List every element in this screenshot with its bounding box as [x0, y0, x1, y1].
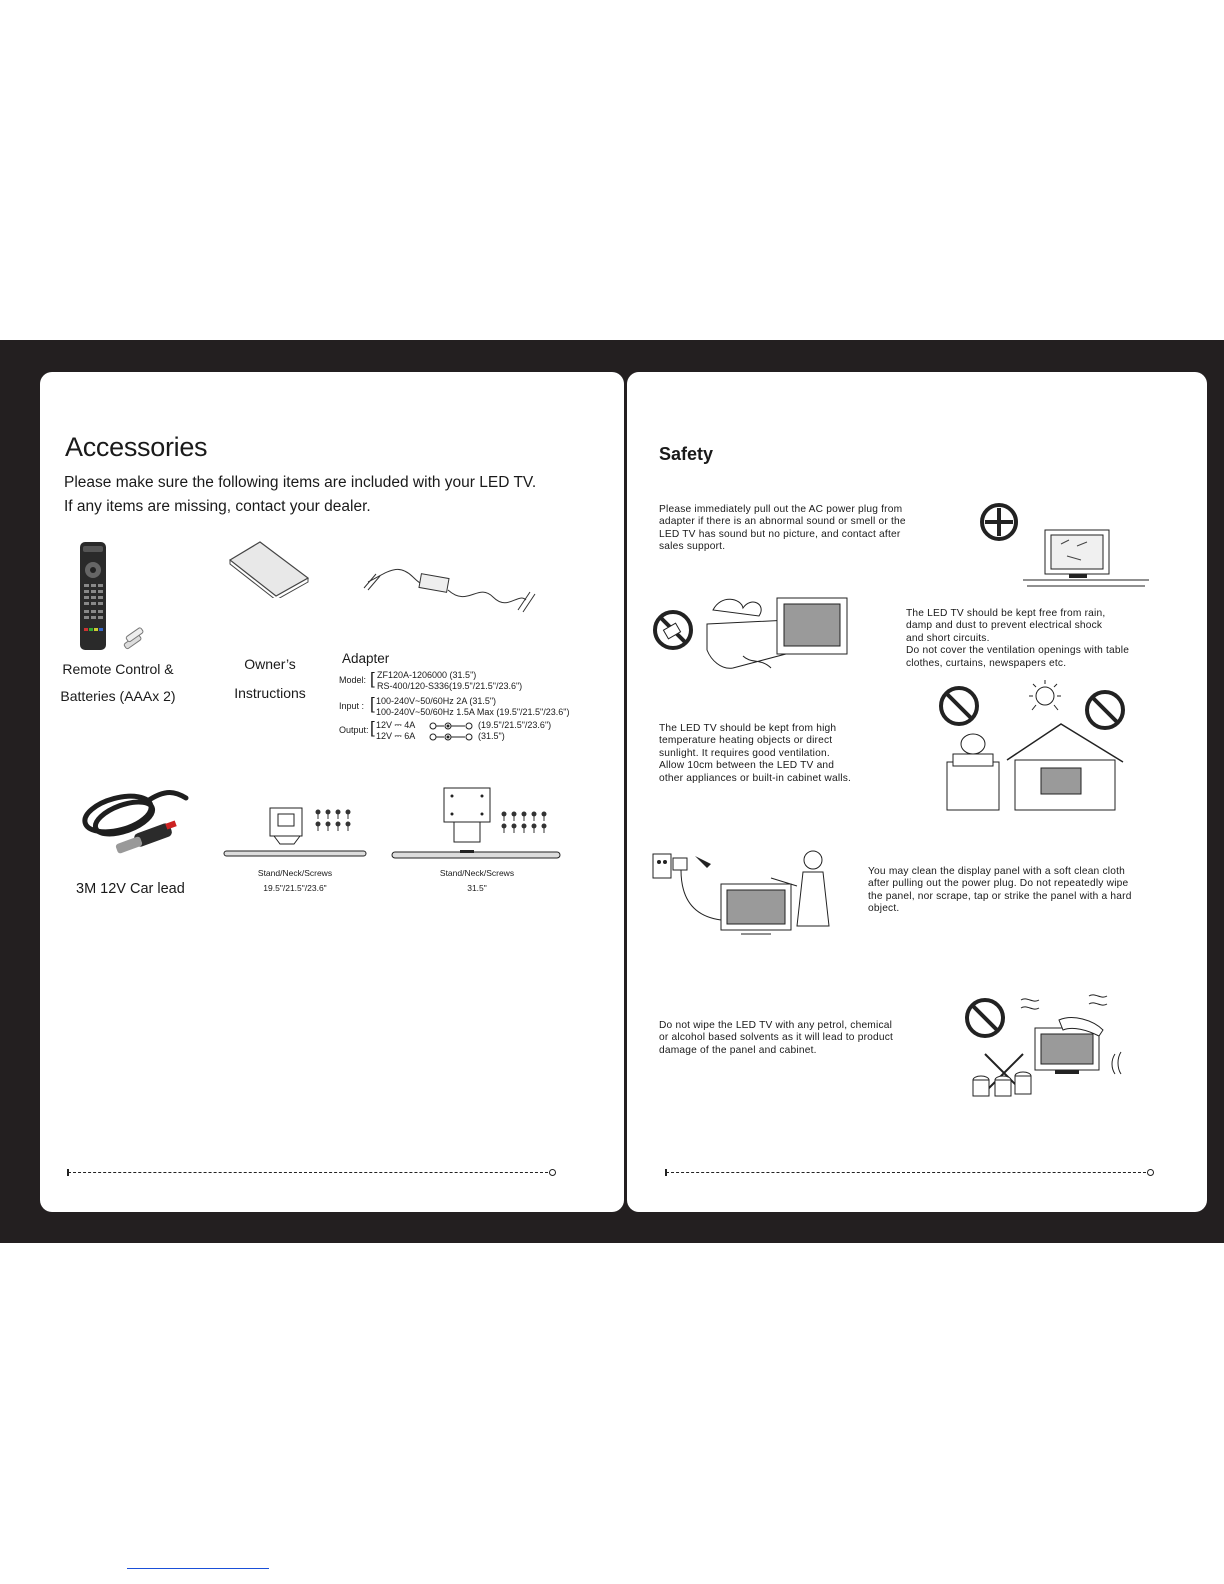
adapter-output-line-2-voltage: 12V ⎓ 6A	[376, 731, 416, 741]
accessories-page	[40, 372, 624, 1212]
owners-label-line-2: Instructions	[234, 685, 306, 701]
adapter-model-label: Model:	[339, 675, 367, 685]
adapter-model-line-1: ZF120A-1206000 (31.5")	[377, 670, 477, 680]
adapter-output-line-1-size: (19.5"/21.5"/23.6")	[478, 720, 552, 730]
remote-label-line-1: Remote Control &	[62, 661, 174, 677]
adapter-input-line-1: 100-240V~50/60Hz 2A (31.5")	[376, 696, 497, 706]
page-title: Accessories	[65, 432, 208, 462]
safety-illustration-3	[937, 680, 1157, 812]
footer-dashed-rule	[666, 1172, 1146, 1173]
adapter-title: Adapter	[342, 651, 390, 666]
safety-text-5: Do not wipe the LED TV with any petrol, chemical or alcohol based solvents as it will lead to product damage of the panel and cabinet.	[659, 1020, 894, 1056]
output-bracket: [	[370, 718, 375, 737]
blue-underline	[127, 1568, 269, 1569]
intro-line-2: If any items are missing, contact your dealer.	[64, 498, 371, 515]
car-lead-image	[76, 778, 196, 866]
stand-large-image	[390, 784, 564, 864]
safety-text-4: You may clean the display panel with a soft clean cloth after pulling out the power plug. Do not repeatedly wipe the panel, nor scrape, tap or strike the panel with a hard object.	[868, 866, 1132, 915]
adapter-input-line-2: 100-240V~50/60Hz 1.5A Max (19.5"/21.5"/23.6")	[376, 707, 570, 717]
car-lead-label: 3M 12V Car lead	[76, 881, 185, 897]
footer-rule-end	[549, 1169, 556, 1176]
stand-small-size: 19.5"/21.5"/23.6"	[263, 883, 327, 893]
safety-illustration-1	[977, 500, 1157, 592]
safety-page	[627, 372, 1207, 1212]
manual-booklet-image	[226, 540, 312, 598]
intro-line-1: Please make sure the following items are included with your LED TV.	[64, 474, 537, 491]
adapter-output-label: Output:	[339, 725, 369, 735]
safety-text-1: Please immediately pull out the AC power plug from adapter if there is an abnormal sound or smell or the LED TV has sound but no picture, and contact after sales support.	[659, 504, 906, 553]
safety-text-3: The LED TV should be kept from high temperature heating objects or direct sunlight. It requires good ventilation. Allow 10cm between the LED TV and other appliances or built-in cabinet walls.	[659, 723, 852, 784]
polarity-symbol-icon	[429, 720, 475, 744]
stand-small-image	[222, 804, 368, 862]
adapter-input-label: Input :	[339, 701, 365, 711]
safety-title: Safety	[659, 444, 714, 464]
stand-small-label: Stand/Neck/Screws	[257, 868, 333, 878]
footer-rule-end	[1147, 1169, 1154, 1176]
remote-control-image	[76, 540, 156, 655]
remote-label-line-2: Batteries (AAAx 2)	[60, 688, 176, 704]
safety-illustration-5	[963, 990, 1149, 1102]
stand-large-size: 31.5"	[467, 883, 487, 893]
model-bracket: [	[370, 669, 375, 688]
input-bracket: [	[370, 694, 375, 713]
stand-large-label: Stand/Neck/Screws	[439, 868, 515, 878]
adapter-model-line-2: RS-400/120-S336(19.5"/21.5"/23.6")	[377, 681, 523, 691]
adapter-output-line-2-size: (31.5")	[478, 731, 505, 741]
adapter-image	[358, 552, 538, 622]
footer-dashed-rule	[68, 1172, 548, 1173]
safety-illustration-2	[651, 590, 861, 684]
safety-illustration-4	[651, 846, 861, 938]
adapter-output-line-1-voltage: 12V ⎓ 4A	[376, 720, 416, 730]
owners-label-line-1: Owner’s	[244, 656, 296, 672]
safety-text-2: The LED TV should be kept free from rain, damp and dust to prevent electrical shock and short circuits. Do not cover the ventilation openings with table clothes, curtains, newspapers etc.	[906, 608, 1130, 669]
